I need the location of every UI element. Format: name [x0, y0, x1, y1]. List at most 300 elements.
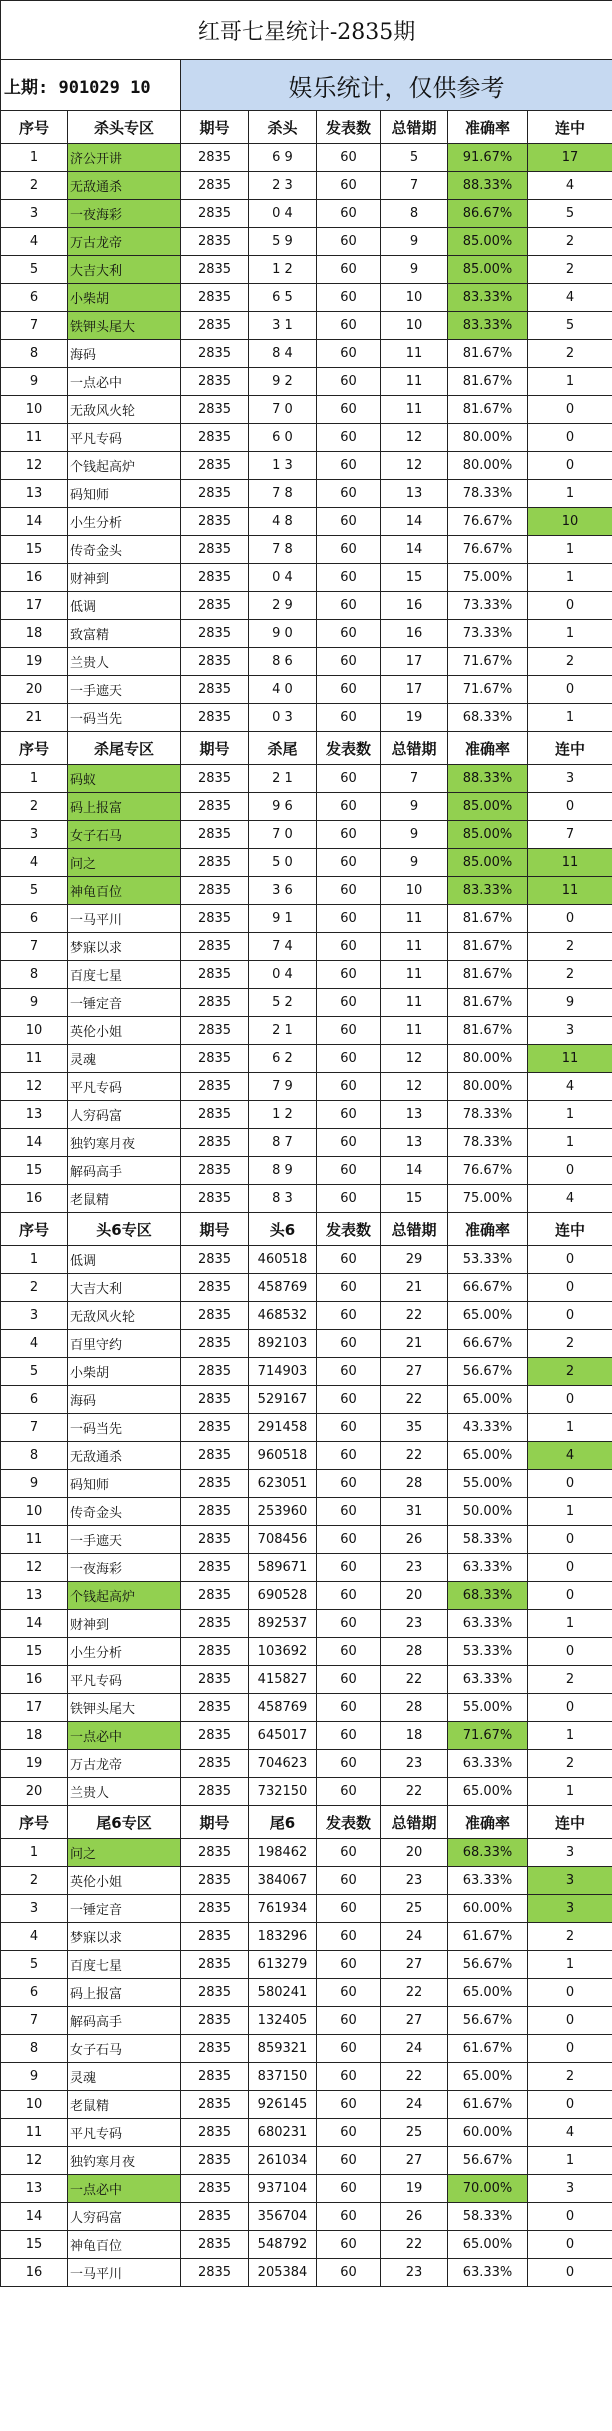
column-header-prediction: 杀尾	[249, 732, 317, 765]
table-row	[1, 877, 612, 905]
column-header-total-misses: 总错期	[381, 1213, 448, 1246]
cell-index: 15	[1, 2231, 68, 2259]
cell-index: 1	[1, 144, 68, 172]
cell-accuracy: 63.33%	[448, 1554, 528, 1582]
cell-index: 9	[1, 989, 68, 1017]
cell-total-misses: 22	[381, 1778, 448, 1806]
cell-accuracy: 61.67%	[448, 2035, 528, 2063]
column-header-accuracy: 准确率	[448, 732, 528, 765]
cell-prediction: 356704	[249, 2203, 317, 2231]
cell-expert-name: 海码	[68, 340, 181, 368]
cell-streak: 0	[528, 2203, 612, 2231]
cell-accuracy: 68.33%	[448, 1839, 528, 1867]
cell-expert-name: 铁钾头尾大	[68, 312, 181, 340]
cell-period: 2835	[181, 1073, 249, 1101]
cell-published-count: 60	[317, 1101, 381, 1129]
cell-accuracy: 81.67%	[448, 368, 528, 396]
cell-accuracy: 83.33%	[448, 312, 528, 340]
cell-streak: 17	[528, 144, 612, 172]
cell-index: 2	[1, 172, 68, 200]
cell-expert-name: 小生分析	[68, 508, 181, 536]
cell-index: 1	[1, 1839, 68, 1867]
cell-prediction: 253960	[249, 1498, 317, 1526]
cell-total-misses: 11	[381, 989, 448, 1017]
column-header-streak: 连中	[528, 1213, 612, 1246]
cell-expert-name: 小柴胡	[68, 284, 181, 312]
cell-period: 2835	[181, 620, 249, 648]
cell-prediction: 8 9	[249, 1157, 317, 1185]
cell-streak: 10	[528, 508, 612, 536]
cell-published-count: 60	[317, 480, 381, 508]
cell-accuracy: 56.67%	[448, 2007, 528, 2035]
cell-expert-name: 致富精	[68, 620, 181, 648]
cell-prediction: 613279	[249, 1951, 317, 1979]
table-row	[1, 933, 612, 961]
cell-total-misses: 16	[381, 620, 448, 648]
cell-index: 3	[1, 821, 68, 849]
cell-period: 2835	[181, 905, 249, 933]
cell-accuracy: 61.67%	[448, 2091, 528, 2119]
cell-accuracy: 65.00%	[448, 1979, 528, 2007]
table-row	[1, 1470, 612, 1498]
cell-expert-name: 财神到	[68, 564, 181, 592]
cell-streak: 2	[528, 648, 612, 676]
cell-index: 14	[1, 2203, 68, 2231]
column-header-accuracy: 准确率	[448, 111, 528, 144]
cell-streak: 1	[528, 1129, 612, 1157]
cell-streak: 0	[528, 1554, 612, 1582]
cell-period: 2835	[181, 2007, 249, 2035]
cell-total-misses: 11	[381, 961, 448, 989]
cell-index: 11	[1, 424, 68, 452]
table-row	[1, 1778, 612, 1806]
cell-total-misses: 29	[381, 1246, 448, 1274]
cell-total-misses: 11	[381, 340, 448, 368]
cell-total-misses: 13	[381, 480, 448, 508]
cell-published-count: 60	[317, 2035, 381, 2063]
cell-accuracy: 65.00%	[448, 1302, 528, 1330]
cell-expert-name: 解码高手	[68, 2007, 181, 2035]
cell-accuracy: 56.67%	[448, 1951, 528, 1979]
cell-total-misses: 24	[381, 1923, 448, 1951]
cell-period: 2835	[181, 2175, 249, 2203]
table-row	[1, 200, 612, 228]
cell-period: 2835	[181, 765, 249, 793]
cell-streak: 1	[528, 564, 612, 592]
cell-index: 12	[1, 1073, 68, 1101]
cell-accuracy: 58.33%	[448, 2203, 528, 2231]
cell-published-count: 60	[317, 765, 381, 793]
cell-accuracy: 78.33%	[448, 1101, 528, 1129]
cell-prediction: 0 4	[249, 564, 317, 592]
cell-published-count: 60	[317, 144, 381, 172]
cell-published-count: 60	[317, 256, 381, 284]
cell-period: 2835	[181, 1157, 249, 1185]
column-header-published-count: 发表数	[317, 1213, 381, 1246]
cell-expert-name: 人穷码富	[68, 2203, 181, 2231]
cell-total-misses: 27	[381, 1951, 448, 1979]
cell-prediction: 589671	[249, 1554, 317, 1582]
cell-streak: 1	[528, 1722, 612, 1750]
cell-streak: 1	[528, 1498, 612, 1526]
cell-period: 2835	[181, 1666, 249, 1694]
cell-expert-name: 灵魂	[68, 1045, 181, 1073]
table-row	[1, 1274, 612, 1302]
table-row	[1, 765, 612, 793]
cell-expert-name: 一夜海彩	[68, 1554, 181, 1582]
cell-index: 4	[1, 228, 68, 256]
table-row	[1, 704, 612, 732]
cell-index: 13	[1, 480, 68, 508]
table-row	[1, 1246, 612, 1274]
cell-accuracy: 71.67%	[448, 1722, 528, 1750]
cell-expert-name: 一锤定音	[68, 1895, 181, 1923]
table-row	[1, 1979, 612, 2007]
cell-index: 5	[1, 1358, 68, 1386]
cell-accuracy: 50.00%	[448, 1498, 528, 1526]
cell-streak: 0	[528, 1470, 612, 1498]
cell-total-misses: 22	[381, 1386, 448, 1414]
cell-accuracy: 68.33%	[448, 1582, 528, 1610]
cell-expert-name: 平凡专码	[68, 424, 181, 452]
cell-published-count: 60	[317, 620, 381, 648]
cell-period: 2835	[181, 256, 249, 284]
cell-expert-name: 济公开讲	[68, 144, 181, 172]
cell-expert-name: 一夜海彩	[68, 200, 181, 228]
cell-streak: 9	[528, 989, 612, 1017]
cell-period: 2835	[181, 452, 249, 480]
cell-period: 2835	[181, 1694, 249, 1722]
cell-streak: 11	[528, 1045, 612, 1073]
cell-streak: 1	[528, 1414, 612, 1442]
column-header-streak: 连中	[528, 1806, 612, 1839]
table-row	[1, 1722, 612, 1750]
cell-total-misses: 11	[381, 368, 448, 396]
column-header-published-count: 发表数	[317, 1806, 381, 1839]
table-row	[1, 1895, 612, 1923]
cell-period: 2835	[181, 564, 249, 592]
cell-published-count: 60	[317, 200, 381, 228]
cell-published-count: 60	[317, 564, 381, 592]
cell-accuracy: 63.33%	[448, 1750, 528, 1778]
table-row	[1, 2007, 612, 2035]
column-header-accuracy: 准确率	[448, 1806, 528, 1839]
cell-prediction: 548792	[249, 2231, 317, 2259]
cell-total-misses: 13	[381, 1129, 448, 1157]
cell-period: 2835	[181, 849, 249, 877]
cell-expert-name: 低调	[68, 1246, 181, 1274]
cell-index: 2	[1, 1867, 68, 1895]
cell-streak: 1	[528, 620, 612, 648]
cell-streak: 11	[528, 877, 612, 905]
cell-prediction: 198462	[249, 1839, 317, 1867]
cell-published-count: 60	[317, 2119, 381, 2147]
table-row	[1, 228, 612, 256]
table-row	[1, 340, 612, 368]
cell-published-count: 60	[317, 508, 381, 536]
cell-accuracy: 58.33%	[448, 1526, 528, 1554]
cell-total-misses: 9	[381, 228, 448, 256]
section-header	[1, 732, 612, 765]
cell-streak: 0	[528, 793, 612, 821]
table-row	[1, 849, 612, 877]
cell-accuracy: 65.00%	[448, 1386, 528, 1414]
cell-index: 20	[1, 676, 68, 704]
cell-accuracy: 85.00%	[448, 821, 528, 849]
cell-streak: 2	[528, 340, 612, 368]
cell-published-count: 60	[317, 1923, 381, 1951]
cell-index: 8	[1, 1442, 68, 1470]
cell-expert-name: 一手遮天	[68, 676, 181, 704]
cell-streak: 0	[528, 1638, 612, 1666]
table-row	[1, 508, 612, 536]
cell-published-count: 60	[317, 1750, 381, 1778]
cell-prediction: 732150	[249, 1778, 317, 1806]
table-row	[1, 1951, 612, 1979]
cell-period: 2835	[181, 2203, 249, 2231]
cell-accuracy: 63.33%	[448, 1867, 528, 1895]
cell-index: 16	[1, 2259, 68, 2287]
cell-accuracy: 91.67%	[448, 144, 528, 172]
cell-prediction: 8 6	[249, 648, 317, 676]
column-header-prediction: 头6	[249, 1213, 317, 1246]
cell-period: 2835	[181, 1923, 249, 1951]
cell-period: 2835	[181, 1554, 249, 1582]
column-header-expert-name: 头6专区	[68, 1213, 181, 1246]
cell-index: 21	[1, 704, 68, 732]
cell-published-count: 60	[317, 2063, 381, 2091]
cell-index: 8	[1, 961, 68, 989]
column-header-expert-name: 杀头专区	[68, 111, 181, 144]
table-row	[1, 368, 612, 396]
cell-prediction: 937104	[249, 2175, 317, 2203]
cell-index: 11	[1, 2119, 68, 2147]
cell-total-misses: 12	[381, 1045, 448, 1073]
cell-accuracy: 83.33%	[448, 284, 528, 312]
cell-period: 2835	[181, 592, 249, 620]
cell-expert-name: 铁钾头尾大	[68, 1694, 181, 1722]
cell-total-misses: 12	[381, 424, 448, 452]
cell-expert-name: 一码当先	[68, 704, 181, 732]
cell-period: 2835	[181, 1101, 249, 1129]
cell-period: 2835	[181, 1017, 249, 1045]
cell-prediction: 9 0	[249, 620, 317, 648]
cell-streak: 4	[528, 284, 612, 312]
cell-total-misses: 18	[381, 1722, 448, 1750]
cell-streak: 1	[528, 1951, 612, 1979]
cell-prediction: 460518	[249, 1246, 317, 1274]
cell-expert-name: 无敌通杀	[68, 1442, 181, 1470]
cell-streak: 11	[528, 849, 612, 877]
cell-expert-name: 灵魂	[68, 2063, 181, 2091]
cell-accuracy: 81.67%	[448, 396, 528, 424]
cell-index: 6	[1, 284, 68, 312]
cell-period: 2835	[181, 676, 249, 704]
cell-expert-name: 女子石马	[68, 2035, 181, 2063]
cell-expert-name: 无敌风火轮	[68, 1302, 181, 1330]
cell-streak: 0	[528, 1302, 612, 1330]
column-header-prediction: 尾6	[249, 1806, 317, 1839]
cell-accuracy: 81.67%	[448, 340, 528, 368]
cell-index: 17	[1, 1694, 68, 1722]
cell-published-count: 60	[317, 312, 381, 340]
cell-prediction: 926145	[249, 2091, 317, 2119]
cell-published-count: 60	[317, 2231, 381, 2259]
cell-expert-name: 老鼠精	[68, 2091, 181, 2119]
cell-accuracy: 78.33%	[448, 1129, 528, 1157]
cell-expert-name: 一点必中	[68, 2175, 181, 2203]
cell-prediction: 7 0	[249, 821, 317, 849]
table-row	[1, 2175, 612, 2203]
cell-period: 2835	[181, 1045, 249, 1073]
cell-period: 2835	[181, 1330, 249, 1358]
cell-total-misses: 28	[381, 1638, 448, 1666]
cell-expert-name: 平凡专码	[68, 2119, 181, 2147]
cell-accuracy: 81.67%	[448, 961, 528, 989]
cell-streak: 0	[528, 2091, 612, 2119]
cell-prediction: 4 0	[249, 676, 317, 704]
cell-published-count: 60	[317, 704, 381, 732]
cell-index: 14	[1, 1610, 68, 1638]
cell-streak: 4	[528, 1073, 612, 1101]
cell-index: 10	[1, 2091, 68, 2119]
cell-streak: 3	[528, 1839, 612, 1867]
cell-streak: 2	[528, 2063, 612, 2091]
cell-total-misses: 7	[381, 172, 448, 200]
table-row	[1, 1185, 612, 1213]
table-row	[1, 536, 612, 564]
table-row	[1, 648, 612, 676]
cell-prediction: 9 1	[249, 905, 317, 933]
cell-period: 2835	[181, 2063, 249, 2091]
cell-prediction: 645017	[249, 1722, 317, 1750]
cell-total-misses: 23	[381, 1610, 448, 1638]
cell-accuracy: 66.67%	[448, 1330, 528, 1358]
cell-published-count: 60	[317, 1185, 381, 1213]
cell-expert-name: 个钱起高炉	[68, 452, 181, 480]
table-row	[1, 2259, 612, 2287]
cell-period: 2835	[181, 1470, 249, 1498]
cell-accuracy: 56.67%	[448, 2147, 528, 2175]
cell-accuracy: 65.00%	[448, 2231, 528, 2259]
cell-expert-name: 无敌风火轮	[68, 396, 181, 424]
cell-index: 5	[1, 1951, 68, 1979]
table-row	[1, 256, 612, 284]
cell-index: 11	[1, 1045, 68, 1073]
table-row	[1, 1867, 612, 1895]
cell-index: 3	[1, 200, 68, 228]
cell-total-misses: 19	[381, 2175, 448, 2203]
cell-expert-name: 码知师	[68, 480, 181, 508]
cell-total-misses: 24	[381, 2035, 448, 2063]
column-header-total-misses: 总错期	[381, 1806, 448, 1839]
cell-published-count: 60	[317, 1610, 381, 1638]
cell-expert-name: 百度七星	[68, 961, 181, 989]
cell-streak: 1	[528, 1778, 612, 1806]
cell-expert-name: 女子石马	[68, 821, 181, 849]
cell-total-misses: 14	[381, 508, 448, 536]
cell-period: 2835	[181, 1610, 249, 1638]
cell-expert-name: 百里守约	[68, 1330, 181, 1358]
cell-total-misses: 14	[381, 1157, 448, 1185]
cell-prediction: 6 0	[249, 424, 317, 452]
cell-expert-name: 一码当先	[68, 1414, 181, 1442]
cell-published-count: 60	[317, 1246, 381, 1274]
cell-total-misses: 17	[381, 648, 448, 676]
table-row	[1, 1129, 612, 1157]
cell-expert-name: 万古龙帝	[68, 1750, 181, 1778]
cell-published-count: 60	[317, 849, 381, 877]
cell-period: 2835	[181, 989, 249, 1017]
column-header-prediction: 杀头	[249, 111, 317, 144]
cell-expert-name: 平凡专码	[68, 1666, 181, 1694]
cell-accuracy: 65.00%	[448, 1442, 528, 1470]
cell-period: 2835	[181, 1778, 249, 1806]
cell-total-misses: 11	[381, 905, 448, 933]
cell-total-misses: 10	[381, 312, 448, 340]
cell-index: 1	[1, 765, 68, 793]
cell-index: 7	[1, 312, 68, 340]
column-header-total-misses: 总错期	[381, 732, 448, 765]
column-header-period: 期号	[181, 1213, 249, 1246]
cell-prediction: 837150	[249, 2063, 317, 2091]
table-row	[1, 2203, 612, 2231]
cell-published-count: 60	[317, 905, 381, 933]
cell-accuracy: 63.33%	[448, 1610, 528, 1638]
cell-total-misses: 15	[381, 1185, 448, 1213]
table-row	[1, 592, 612, 620]
cell-period: 2835	[181, 1582, 249, 1610]
cell-expert-name: 解码高手	[68, 1157, 181, 1185]
cell-streak: 0	[528, 1246, 612, 1274]
cell-published-count: 60	[317, 452, 381, 480]
cell-streak: 0	[528, 2007, 612, 2035]
cell-published-count: 60	[317, 676, 381, 704]
cell-index: 16	[1, 1185, 68, 1213]
cell-published-count: 60	[317, 1554, 381, 1582]
cell-streak: 3	[528, 1867, 612, 1895]
table-row	[1, 172, 612, 200]
cell-expert-name: 码上报富	[68, 1979, 181, 2007]
cell-prediction: 2 1	[249, 1017, 317, 1045]
table-row	[1, 1157, 612, 1185]
cell-accuracy: 71.67%	[448, 648, 528, 676]
table-row	[1, 1923, 612, 1951]
cell-index: 3	[1, 1302, 68, 1330]
table-row	[1, 1101, 612, 1129]
cell-streak: 4	[528, 1442, 612, 1470]
cell-published-count: 60	[317, 2175, 381, 2203]
cell-prediction: 8 3	[249, 1185, 317, 1213]
cell-prediction: 4 8	[249, 508, 317, 536]
cell-expert-name: 一马平川	[68, 905, 181, 933]
cell-accuracy: 81.67%	[448, 989, 528, 1017]
cell-index: 19	[1, 1750, 68, 1778]
cell-total-misses: 23	[381, 1867, 448, 1895]
cell-streak: 0	[528, 424, 612, 452]
cell-index: 2	[1, 1274, 68, 1302]
cell-index: 7	[1, 2007, 68, 2035]
cell-prediction: 6 2	[249, 1045, 317, 1073]
cell-index: 1	[1, 1246, 68, 1274]
column-header-index: 序号	[1, 732, 68, 765]
cell-streak: 2	[528, 1750, 612, 1778]
cell-expert-name: 财神到	[68, 1610, 181, 1638]
cell-published-count: 60	[317, 1498, 381, 1526]
cell-streak: 0	[528, 1526, 612, 1554]
cell-prediction: 132405	[249, 2007, 317, 2035]
cell-total-misses: 17	[381, 676, 448, 704]
